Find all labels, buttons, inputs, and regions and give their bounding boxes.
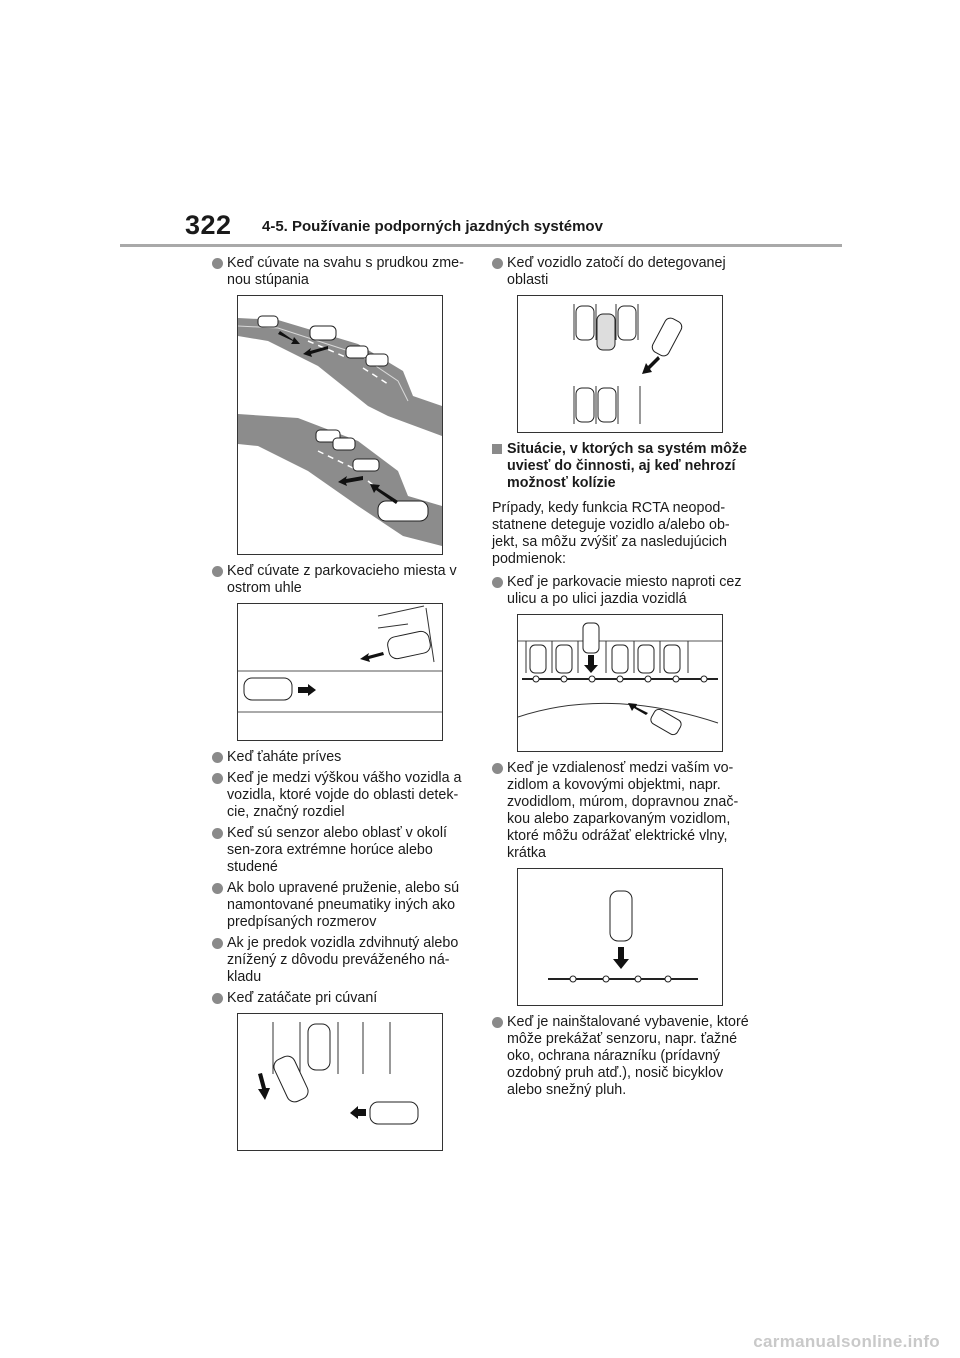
bullet-text: Keď cúvate z parkovacieho miesta v ostrom uhle (227, 563, 457, 596)
bullet-icon (212, 773, 223, 784)
heading-text: Situácie, v ktorých sa systém môže uviesť do činnosti, aj keď nehrozí možnosť kolízie (507, 441, 747, 491)
list-item (212, 749, 474, 766)
bullet-text: Keď je parkovacie miesto naproti cez ulicu a po ulici jazdia vozidlá (507, 574, 742, 607)
square-marker-icon (492, 444, 502, 454)
bullet-text: Keď zatáčate pri cúvaní (227, 990, 378, 1006)
bullet-icon (212, 883, 223, 894)
figure-turning-reverse (237, 1013, 443, 1151)
bullet-icon (492, 1017, 503, 1028)
list-item (212, 563, 474, 597)
opposite-parking-illustration (518, 615, 722, 751)
list-item (212, 880, 474, 931)
bullet-text: Keď je nainštalované vybavenie, ktoré môže prekážať senzoru, napr. ťažné oko, ochrana nárazníku (prídavný ozdobný pruh atď.), nosič bicyklov alebo snežný pluh. (507, 1014, 749, 1098)
bullet-icon (212, 566, 223, 577)
metal-object-illustration (518, 869, 722, 1005)
bullet-text: Keď ťaháte príves (227, 749, 342, 765)
list-item (492, 574, 754, 608)
bullet-text: Keď sú senzor alebo oblasť v okolí sen-zora extrémne horúce alebo studené (227, 825, 447, 875)
list-item (212, 825, 474, 876)
left-column (212, 255, 474, 1159)
bullet-icon (492, 258, 503, 269)
bullet-icon (212, 938, 223, 949)
subsection-heading (492, 441, 754, 492)
bullet-text: Keď vozidlo zatočí do detegovanej oblasti (507, 255, 726, 288)
list-item (212, 990, 474, 1007)
figure-detected-area (517, 295, 723, 433)
bullet-icon (212, 752, 223, 763)
list-item (212, 935, 474, 986)
bullet-text: Ak je predok vozidla zdvihnutý alebo znížený z dôvodu preváženého ná-kladu (227, 935, 459, 985)
bullet-text: Ak bolo upravené pruženie, alebo sú namontované pneumatiky iných ako predpísaných rozmerov (227, 880, 460, 930)
slope-illustration (238, 296, 442, 554)
detected-area-illustration (518, 296, 722, 432)
angle-parking-illustration (238, 604, 442, 740)
figure-slope (237, 295, 443, 555)
figure-metal-object (517, 868, 723, 1006)
bullet-icon (212, 828, 223, 839)
bullet-icon (492, 763, 503, 774)
header-divider (120, 244, 842, 247)
watermark: carmanualsonline.info (753, 1332, 940, 1351)
turning-reverse-illustration (238, 1014, 442, 1150)
right-column (492, 255, 754, 1103)
bullet-text: Keď je vzdialenosť medzi vaším vo-zidlom a kovovými objektmi, napr. zvodidlom, múrom, dopravnou znač-kou alebo zaparkovaným vozidlom, ktoré môžu odrážať elektrické vlny, krátka (507, 760, 739, 861)
page-number: 322 (185, 210, 232, 240)
list-item (492, 1014, 754, 1099)
bullet-icon (492, 577, 503, 588)
bullet-text: Keď cúvate na svahu s prudkou zme-nou stúpania (227, 255, 464, 288)
list-item (492, 760, 754, 862)
bullet-text: Keď je medzi výškou vášho vozidla a vozidla, ktoré vojde do oblasti detek-cie, značný rozdiel (227, 770, 462, 820)
figure-opposite-parking (517, 614, 723, 752)
list-item (212, 255, 474, 289)
list-item (212, 770, 474, 821)
page-header (0, 0, 960, 250)
bullet-icon (212, 258, 223, 269)
paragraph: Prípady, kedy funkcia RCTA neopod-statnene deteguje vozidlo a/alebo ob-jekt, sa môžu zvýšiť za nasledujúcich podmienok: (492, 500, 730, 567)
figure-angle-parking (237, 603, 443, 741)
list-item (492, 255, 754, 289)
section-title: 4-5. Používanie podporných jazdných systémov (262, 218, 603, 235)
bullet-icon (212, 993, 223, 1004)
